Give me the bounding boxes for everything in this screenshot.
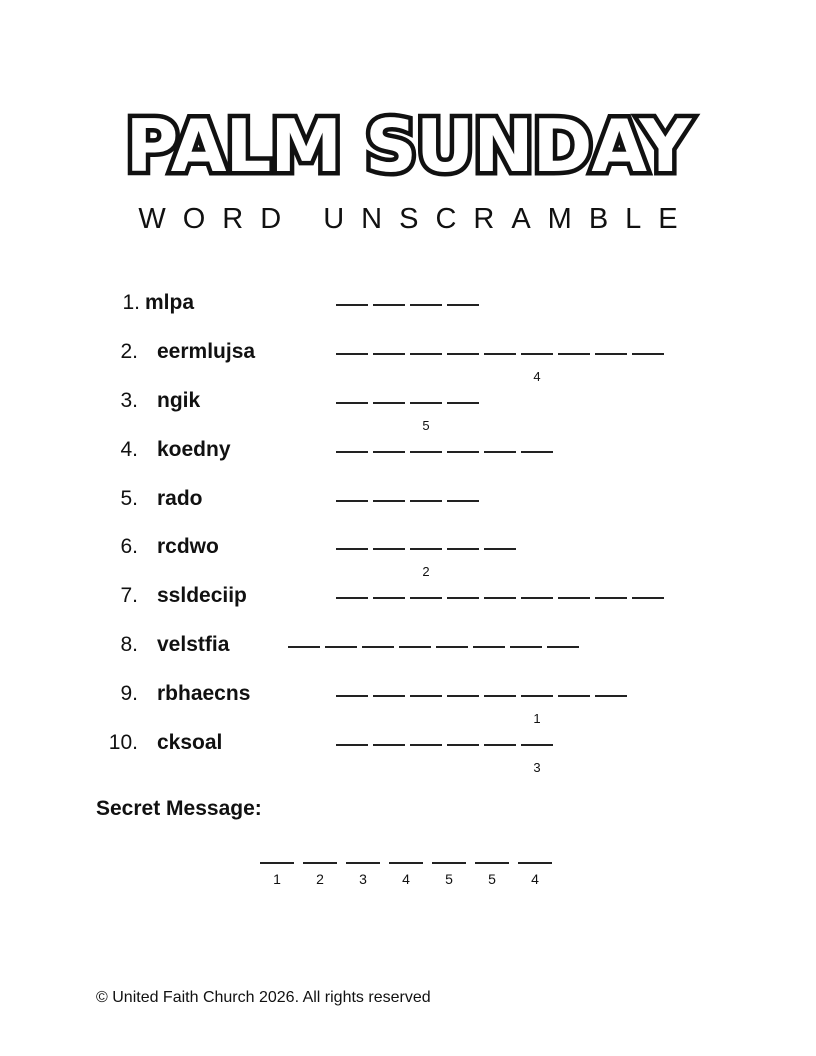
answer-blank[interactable] — [447, 402, 479, 404]
answer-blank[interactable] — [373, 695, 405, 697]
item-number: 8. — [120, 633, 138, 656]
secret-blank[interactable] — [260, 862, 294, 864]
letter-position-hint: 1 — [533, 711, 541, 726]
answer-blank[interactable] — [373, 500, 405, 502]
answer-blank[interactable] — [521, 353, 553, 355]
answer-blank[interactable] — [447, 353, 479, 355]
answer-blank[interactable] — [410, 353, 442, 355]
secret-slot-number: 3 — [359, 871, 367, 887]
answer-blank[interactable] — [373, 402, 405, 404]
answer-blank[interactable] — [410, 451, 442, 453]
answer-blank[interactable] — [510, 646, 542, 648]
answer-blank[interactable] — [410, 548, 442, 550]
answer-blank[interactable] — [447, 304, 479, 306]
item-number: 1. — [122, 291, 140, 314]
answer-blank[interactable] — [632, 353, 664, 355]
letter-position-hint: 3 — [533, 760, 541, 775]
copyright-footer: © United Faith Church 2026. All rights reserved — [96, 989, 431, 1006]
answer-blank[interactable] — [373, 744, 405, 746]
answer-blank[interactable] — [447, 548, 479, 550]
answer-blank[interactable] — [336, 597, 368, 599]
answer-blank[interactable] — [336, 402, 368, 404]
secret-slot-number: 5 — [488, 871, 496, 887]
item-number: 7. — [120, 584, 138, 607]
answer-blanks — [336, 331, 664, 355]
answer-blank[interactable] — [410, 695, 442, 697]
answer-blank[interactable] — [484, 548, 516, 550]
answer-blank[interactable] — [447, 744, 479, 746]
page-title: PALM SUNDAY — [125, 104, 691, 188]
answer-blank[interactable] — [521, 597, 553, 599]
secret-blank[interactable] — [518, 862, 552, 864]
item-number: 4. — [120, 438, 138, 461]
secret-slot[interactable] — [389, 840, 423, 888]
scrambled-word: ngik — [157, 389, 201, 412]
scrambled-word: koedny — [157, 438, 231, 461]
answer-blank[interactable] — [373, 353, 405, 355]
letter-position-hint: 2 — [422, 564, 430, 579]
secret-blank[interactable] — [303, 862, 337, 864]
secret-slot[interactable] — [260, 840, 294, 888]
answer-blank[interactable] — [336, 744, 368, 746]
answer-blank[interactable] — [325, 646, 357, 648]
answer-blank[interactable] — [595, 353, 627, 355]
answer-blank[interactable] — [558, 597, 590, 599]
answer-blank[interactable] — [436, 646, 468, 648]
answer-blanks — [336, 673, 627, 697]
scrambled-word: velstfia — [157, 633, 230, 656]
answer-blanks — [336, 429, 553, 453]
answer-blank[interactable] — [484, 451, 516, 453]
answer-blank[interactable] — [410, 744, 442, 746]
secret-blank[interactable] — [432, 862, 466, 864]
item-number: 3. — [120, 389, 138, 412]
answer-blank[interactable] — [447, 500, 479, 502]
scrambled-word: cksoal — [157, 731, 223, 754]
scrambled-word: rbhaecns — [157, 682, 251, 705]
secret-message-label: Secret Message: — [96, 797, 262, 820]
scrambled-word: mlpa — [145, 291, 195, 314]
answer-blank[interactable] — [632, 597, 664, 599]
answer-blank[interactable] — [595, 695, 627, 697]
scrambled-word: rcdwo — [157, 535, 219, 558]
answer-blank[interactable] — [521, 695, 553, 697]
secret-slot-number: 1 — [273, 871, 281, 887]
secret-slot[interactable] — [346, 840, 380, 888]
answer-blanks — [336, 282, 479, 306]
secret-blank[interactable] — [475, 862, 509, 864]
answer-blank[interactable] — [336, 451, 368, 453]
answer-blank[interactable] — [484, 353, 516, 355]
answer-blanks — [336, 722, 553, 746]
item-number: 2. — [120, 340, 138, 363]
answer-blank[interactable] — [373, 451, 405, 453]
answer-blank[interactable] — [373, 548, 405, 550]
secret-slot[interactable] — [475, 840, 509, 888]
answer-blank[interactable] — [362, 646, 394, 648]
letter-position-hint: 4 — [533, 369, 541, 384]
item-number: 5. — [120, 487, 138, 510]
secret-slot[interactable] — [518, 840, 552, 888]
answer-blank[interactable] — [484, 695, 516, 697]
answer-blank[interactable] — [484, 597, 516, 599]
secret-slot-number: 4 — [402, 871, 410, 887]
page-subtitle: WORD UNSCRAMBLE — [138, 203, 695, 235]
answer-blank[interactable] — [410, 402, 442, 404]
answer-blank[interactable] — [373, 304, 405, 306]
answer-blanks — [336, 380, 479, 404]
answer-blank[interactable] — [558, 353, 590, 355]
scrambled-word: eermlujsa — [157, 340, 256, 363]
answer-blank[interactable] — [410, 597, 442, 599]
answer-blank[interactable] — [595, 597, 627, 599]
answer-blanks — [336, 575, 664, 599]
scrambled-word: ssldeciip — [157, 584, 247, 607]
scrambled-word: rado — [157, 487, 203, 510]
answer-blank[interactable] — [521, 451, 553, 453]
answer-blank[interactable] — [484, 744, 516, 746]
secret-slot-number: 2 — [316, 871, 324, 887]
answer-blank[interactable] — [288, 646, 320, 648]
secret-slot-number: 4 — [531, 871, 539, 887]
secret-slot-number: 5 — [445, 871, 453, 887]
answer-blanks — [288, 624, 579, 648]
answer-blank[interactable] — [558, 695, 590, 697]
answer-blank[interactable] — [373, 597, 405, 599]
secret-message-blanks — [260, 840, 552, 888]
answer-blank[interactable] — [336, 500, 368, 502]
letter-position-hint: 5 — [422, 418, 430, 433]
answer-blank[interactable] — [336, 548, 368, 550]
item-number: 10. — [108, 731, 138, 754]
secret-blank[interactable] — [389, 862, 423, 864]
answer-blanks — [336, 526, 516, 550]
item-number: 6. — [120, 535, 138, 558]
answer-blank[interactable] — [336, 695, 368, 697]
answer-blank[interactable] — [447, 597, 479, 599]
answer-blank[interactable] — [473, 646, 505, 648]
answer-blank[interactable] — [336, 353, 368, 355]
answer-blank[interactable] — [336, 304, 368, 306]
answer-blank[interactable] — [447, 695, 479, 697]
answer-blanks — [336, 478, 479, 502]
answer-blank[interactable] — [547, 646, 579, 648]
answer-blank[interactable] — [521, 744, 553, 746]
secret-slot[interactable] — [432, 840, 466, 888]
item-number: 9. — [120, 682, 138, 705]
answer-blank[interactable] — [410, 500, 442, 502]
answer-blank[interactable] — [410, 304, 442, 306]
answer-blank[interactable] — [399, 646, 431, 648]
secret-slot[interactable] — [303, 840, 337, 888]
secret-blank[interactable] — [346, 862, 380, 864]
answer-blank[interactable] — [447, 451, 479, 453]
